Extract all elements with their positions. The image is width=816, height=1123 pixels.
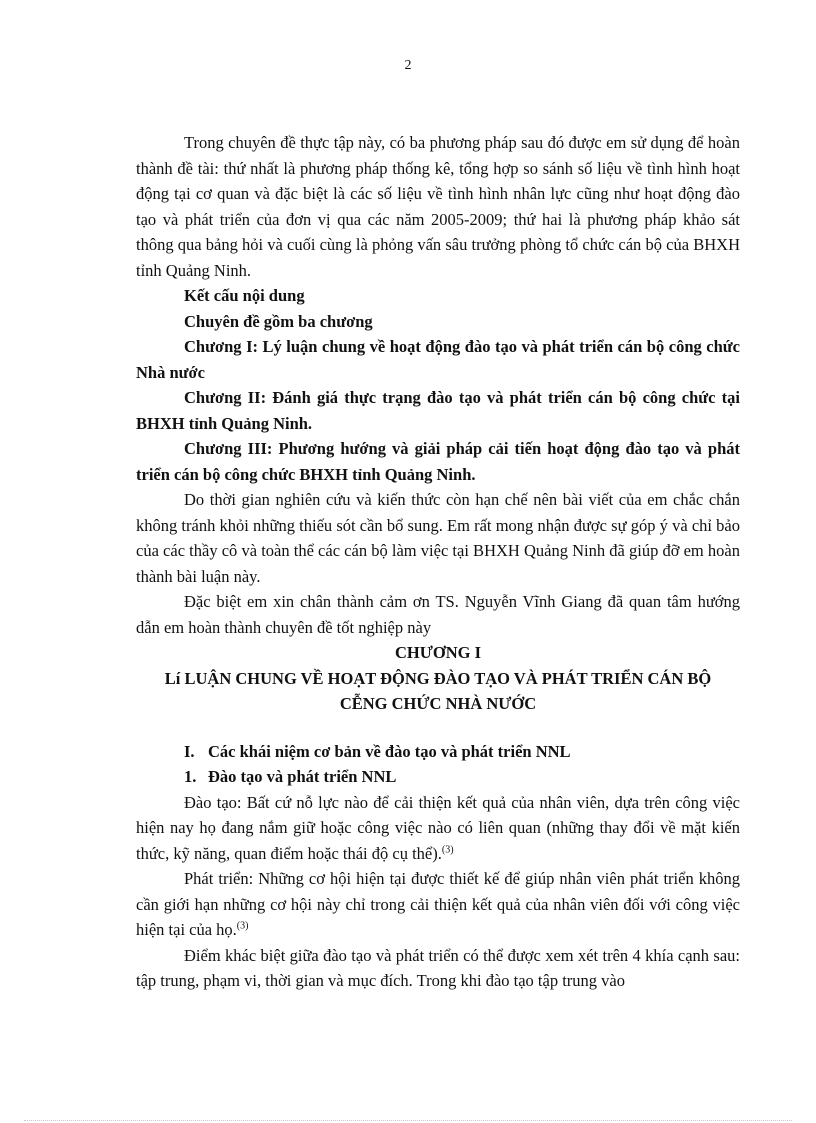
definition-development	[136, 866, 740, 943]
definition-development-text: Phát triển: Những cơ hội hiện tại được thiết kế để giúp nhân viên phát triển không cần giới hạn những cơ hội này chỉ trong cải thiện kết quả của nhân viên đối với công việc hiện tại của họ.	[136, 869, 740, 939]
chapter-3-summary: Chương III: Phương hướng và giải pháp cải tiến hoạt động đào tạo và phát triển cán bộ công chức BHXH tỉnh Quảng Ninh.	[136, 439, 740, 484]
chapter-label: CHƯƠNG I	[394, 643, 481, 662]
structure-intro: Chuyên đề gồm ba chương	[184, 311, 373, 331]
section-heading	[136, 739, 740, 765]
chapter-title-line-2: CỄNG CHỨC NHÀ NƯỚC	[339, 694, 537, 713]
footnote-ref: (3)	[236, 920, 249, 932]
subsection-heading	[136, 764, 740, 790]
paragraph-thanks: Đặc biệt em xin chân thành cảm ơn TS. Nguyễn Vĩnh Giang đã quan tâm hướng dẫn em hoàn thành chuyên đề tốt nghiệp này	[136, 592, 740, 637]
chapter-title-line-1: Lí LUẬN CHUNG VỀ HOẠT ĐỘNG ĐÀO TẠO VÀ PHÁT TRIỂN CÁN BỘ	[164, 668, 712, 688]
definition-training-text: Đào tạo: Bất cứ nỗ lực nào để cải thiện kết quả của nhân viên, dựa trên công việc hiện nay họ đang nắm giữ hoặc công việc nào có liên quan (những thay đổi về mặt kiến thức, kỹ năng, quan điểm hoặc thái độ cụ thể).	[136, 792, 740, 863]
chapter-2-summary: Chương II: Đánh giá thực trạng đào tạo và phát triển cán bộ công chức tại BHXH tỉnh Quảng Ninh.	[136, 388, 740, 433]
definition-training	[136, 790, 740, 867]
footnote-ref: (3)	[441, 844, 454, 855]
document-body	[136, 130, 740, 994]
paragraph-methods: Trong chuyên đề thực tập này, có ba phương pháp sau đó được em sử dụng để hoàn thành đề tài: thứ nhất là phương pháp thống kê, tổng hợp so sánh số liệu về tình hình hoạt động tại cơ quan và đặc biệt là các số liệu về tình hình nhân lực cũng như hoạt động đào tạo và phát triển của đơn vị qua các năm 2005-2009; thứ hai là phương pháp khảo sát thông qua bảng hỏi và cuối cùng là phỏng vấn sâu trưởng phòng tổ chức cán bộ của BHXH tỉnh Quảng Ninh.	[136, 133, 740, 280]
section-title: Các khái niệm cơ bản về đào tạo và phát triển NNL	[208, 741, 571, 761]
chapter-1-summary: Chương I: Lý luận chung về hoạt động đào tạo và phát triển cán bộ công chức Nhà nước	[136, 337, 740, 382]
subsection-title: Đào tạo và phát triển NNL	[208, 767, 397, 786]
paragraph-limitations: Do thời gian nghiên cứu và kiến thức còn hạn chế nên bài viết của em chắc chắn không tránh khỏi những thiếu sót cần bổ sung. Em rất mong nhận được sự góp ý và chỉ bảo của các thầy cô và toàn thể các cán bộ làm việc tại BHXH Quảng Ninh đã giúp đỡ em hoàn thành bài luận này.	[136, 490, 740, 586]
paragraph-difference: Điểm khác biệt giữa đào tạo và phát triển có thể được xem xét trên 4 khía cạnh sau: tập trung, phạm vi, thời gian và mục đích. Trong khi đào tạo tập trung vào	[136, 945, 740, 990]
page-bottom-divider	[24, 1120, 792, 1121]
subsection-number: 1.	[184, 767, 197, 786]
structure-title: Kết cấu nội dung	[184, 286, 305, 305]
page-number: 2	[404, 58, 412, 73]
section-number: I.	[184, 741, 195, 761]
